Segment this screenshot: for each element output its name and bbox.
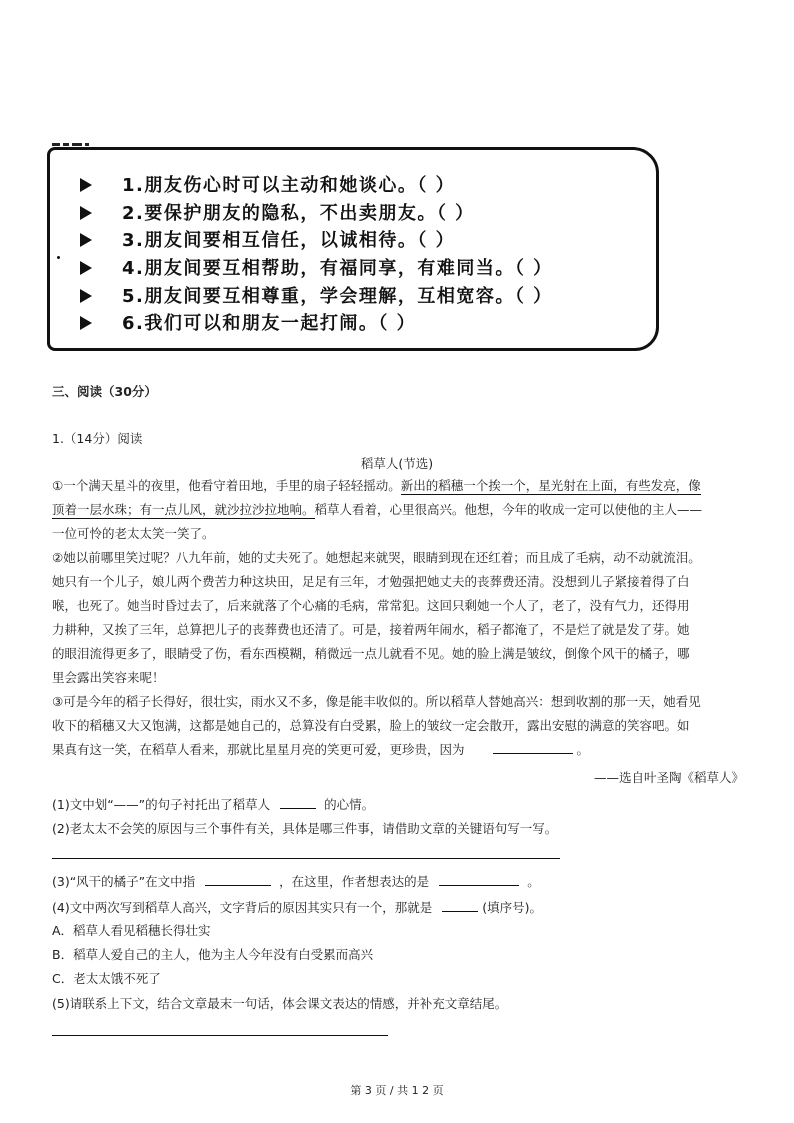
arrow-bullet-icon [80, 289, 92, 303]
question-2: (2)老太太不会笑的原因与三个事件有关，具体是哪三件事，请借助文章的关键语句写一写。 [52, 821, 558, 836]
scan-speck [57, 256, 60, 259]
arrow-bullet-icon [80, 261, 92, 275]
section-title: 三、阅读（30分） [52, 384, 157, 399]
passage-line: 果真有这一笑，在稻草人看来，那就比星星月亮的笑更可爱，更珍贵，因为 。 [52, 742, 590, 757]
page-footer: 第 3 页 / 共 1 2 页 [350, 1084, 444, 1097]
arrow-bullet-icon [80, 316, 92, 330]
passage-line: ③可是今年的稻子长得好，很壮实，雨水又不多，像是能丰收似的。所以稻草人替她高兴：想到收割的那一天，她看见 [52, 694, 701, 709]
underlined-sentence: 顶着一层水珠；有一点儿风，就沙拉沙拉地响。 [52, 502, 315, 517]
answer-blank[interactable] [439, 873, 519, 886]
underlined-sentence: 新出的稻穗一个挨一个，星光射在上面，有些发亮，像 [400, 478, 701, 493]
passage-title: 稻草人(节选) [360, 456, 434, 471]
answer-line[interactable] [52, 858, 560, 859]
passage-line: 一位可怜的老太太笑一笑了。 [52, 526, 215, 541]
arrow-bullet-icon [80, 178, 92, 192]
answer-blank[interactable] [280, 796, 316, 809]
arrow-bullet-icon [80, 233, 92, 247]
answer-line[interactable] [52, 1035, 388, 1036]
answer-blank[interactable] [442, 899, 478, 912]
option-b: B．稻草人爱自己的主人，他为主人今年没有白受累而高兴 [52, 947, 374, 962]
passage-line: ②她以前哪里笑过呢？八九年前，她的丈夫死了。她想起来就哭，眼睛到现在还红着；而且成了毛病，动不动就流泪。 [52, 550, 701, 565]
answer-blank[interactable] [493, 741, 573, 754]
passage-line: 力耕种，又挨了三年，总算把儿子的丧葬费也还清了。可是，接着两年闹水，稻子都淹了，不是烂了就是发了芽。她 [52, 622, 690, 637]
option-a: A．稻草人看见稻穗长得壮实 [52, 923, 211, 938]
passage-line: 里会露出笑容来呢！ [52, 670, 165, 685]
scan-fragment-mark [52, 134, 100, 144]
question-1: (1)文中划“——”的句子衬托出了稻草人 的心情。 [52, 797, 375, 812]
passage-line: 喉，也死了。她当时昏过去了，后来就落了个心痛的毛病，常常犯。这回只剩她一个人了，老了，没有气力，还得用 [52, 598, 690, 613]
answer-blank[interactable] [205, 873, 271, 886]
question-header: 1.（14分）阅读 [52, 431, 143, 446]
option-c: C．老太太饿不死了 [52, 971, 161, 986]
statement-6: 6.我们可以和朋友一起打闹。（ ） [80, 309, 416, 335]
question-3: (3)“风干的橘子”在文中指 ，在这里，作者想表达的是 。 [52, 874, 540, 889]
passage-line: 她只有一个儿子，娘儿两个费苦力种这块田，足足有三年，才勉强把她丈夫的丧葬费还清。没想到儿子紧接着得了白 [52, 574, 690, 589]
passage-line: 收下的稻穗又大又饱满，这都是她自己的，总算没有白受累，脸上的皱纹一定会散开，露出安慰的满意的笑容吧。如 [52, 718, 690, 733]
statement-5: 5.朋友间要互相尊重，学会理解，互相宽容。（ ） [80, 282, 553, 308]
question-4: (4)文中两次写到稻草人高兴，文字背后的原因其实只有一个，那就是 (填序号)。 [52, 900, 542, 915]
passage-line: 的眼泪流得更多了，眼睛受了伤，看东西模糊，稍微远一点儿就看不见。她的脸上满是皱纹，倒像个风干的橘子，哪 [52, 646, 690, 661]
statement-3: 3.朋友间要相互信任，以诚相待。（ ） [80, 226, 455, 252]
statement-4: 4.朋友间要互相帮助，有福同享，有难同当。（ ） [80, 254, 553, 280]
statement-2: 2.要保护朋友的隐私，不出卖朋友。（ ） [80, 199, 475, 225]
passage-line: ①一个满天星斗的夜里，他看守着田地，手里的扇子轻轻摇动。新出的稻穗一个挨一个，星光射在上面，有些发亮，像 [52, 478, 701, 493]
statement-1: 1.朋友伤心时可以主动和她谈心。（ ） [80, 171, 455, 197]
question-5: (5)请联系上下文，结合文章最末一句话，体会课文表达的情感，并补充文章结尾。 [52, 996, 508, 1011]
passage-line: 顶着一层水珠；有一点儿风，就沙拉沙拉地响。稻草人看着，心里很高兴。他想，今年的收成一定可以使他的主人—— [52, 502, 703, 517]
arrow-bullet-icon [80, 206, 92, 220]
passage-source: ——选自叶圣陶《稻草人》 [593, 770, 744, 785]
